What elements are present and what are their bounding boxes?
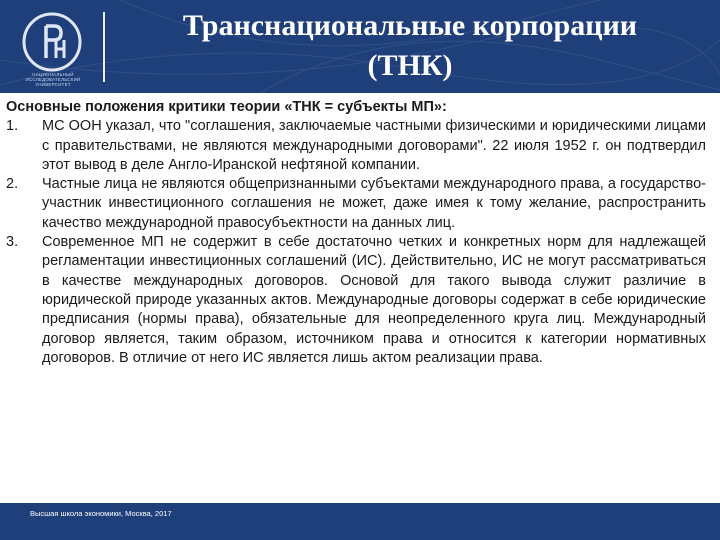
critique-list	[6, 117, 706, 368]
list-item-number: 3.	[6, 234, 19, 251]
page-title	[110, 6, 710, 86]
list-item	[6, 233, 706, 368]
page-title-line-1: Транснациональные корпорации	[182, 9, 638, 42]
list-item-text: Частные лица не являются общепризнанными субъектами международного права, а государство-участник инвестиционного соглашения не может, даже имея к тому желание, распространить качество международной правосубъектности на данных лиц.	[42, 176, 706, 231]
logo-caption: НАЦИОНАЛЬНЫЙ ИССЛЕДОВАТЕЛЬСКИЙ УНИВЕРСИТЕТ	[25, 72, 81, 87]
header-bar	[0, 0, 720, 93]
page-title-line-2: (ТНК)	[367, 49, 453, 82]
list-item-text: МС ООН указал, что "соглашения, заключаемые частными физическими и юридическими лицами с правительствами, не являются международными договорами". 22 июля 1952 г. он подтвердил этот вывод в деле Англо-Иранской нефтяной компании.	[42, 118, 706, 173]
header-divider	[103, 12, 105, 82]
list-item-number: 1.	[6, 118, 19, 135]
list-item	[6, 117, 706, 175]
slide-content	[6, 98, 706, 368]
list-item	[6, 175, 706, 233]
footer-text: Высшая школа экономики, Москва, 2017	[30, 509, 172, 518]
section-intro: Основные положения критики теории «ТНК = субъекты МП»:	[6, 99, 447, 115]
list-item-number: 2.	[6, 176, 19, 193]
list-item-text: Современное МП не содержит в себе достаточно четких и конкретных норм для надлежащей регламентации инвестиционных соглашений (ИС). Действительно, ИС не могут рассматриваться в качестве международных договоров. Основой для такого вывода служит различие в юридической природе указанных актов. Международные договоры содержат в себе юридические предписания (нормы права), обязательные для неопределенного круга лиц. Международный договор является, таким образом, источником права и относится к категории нормативных договоров. В отличие от него ИС является лишь актом реализации права.	[42, 234, 706, 366]
footer-bar	[0, 503, 720, 540]
